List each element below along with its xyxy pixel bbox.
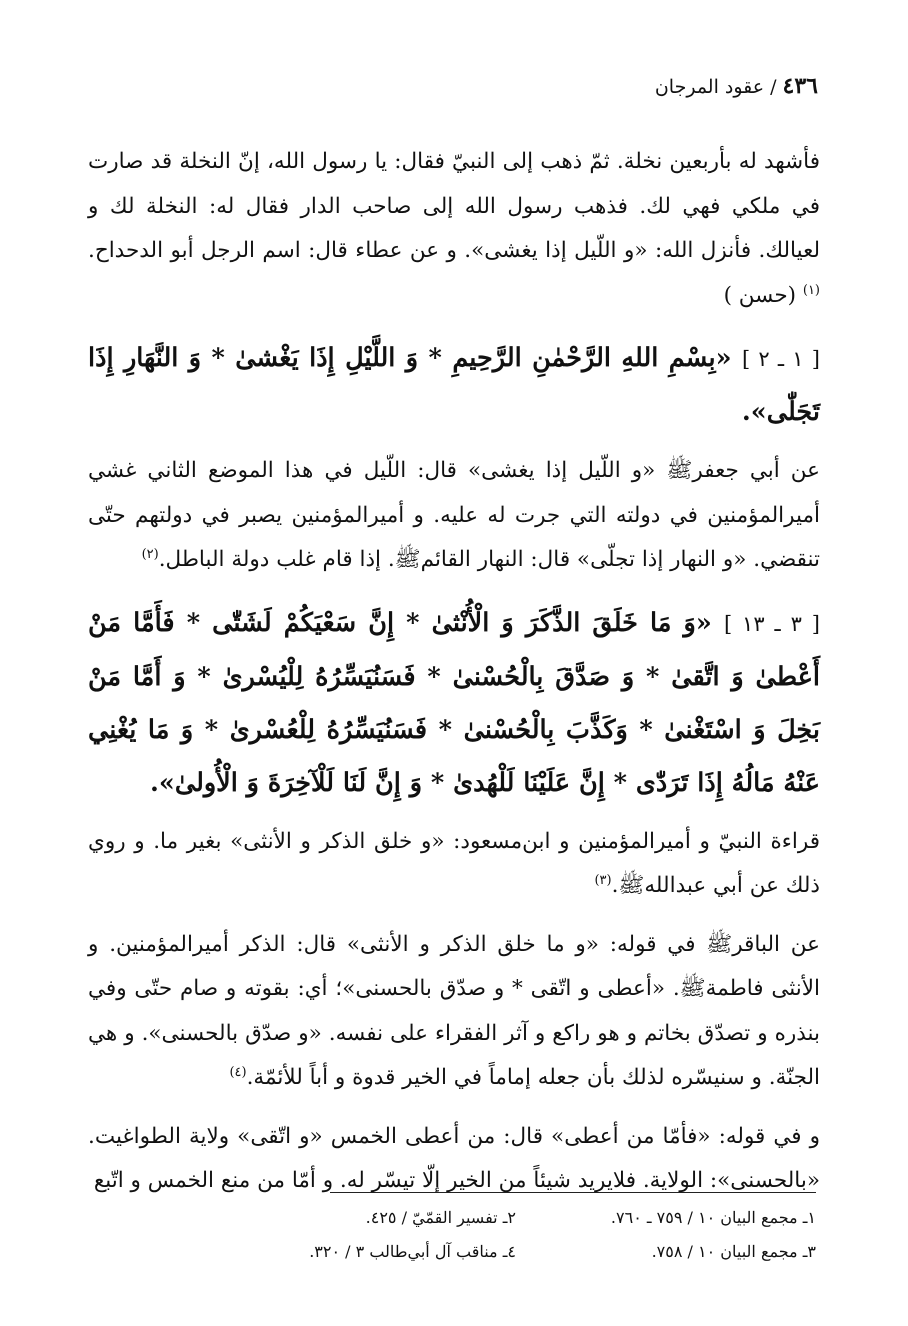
footnote-1: ١ـ مجمع البيان ١٠ / ٧٥٩ ـ ٧٦٠.: [610, 1208, 816, 1227]
paragraph-5: [88, 1115, 820, 1204]
footnote-4: ٤ـ مناقب آل أبي‌طالب ٣ / ٣٢٠.: [309, 1242, 516, 1261]
page-header: [655, 72, 818, 101]
footnote-2: ٢ـ تفسير القمّيّ / ٤٢٥.: [365, 1208, 516, 1227]
footnote-ref-4[interactable]: (٤): [229, 1064, 247, 1080]
main-text: [88, 140, 820, 1218]
hadith-grade: (حسن ): [723, 282, 803, 308]
paragraph-1: [88, 140, 820, 318]
paragraph-3: [88, 820, 820, 909]
paragraph-2: [88, 449, 820, 583]
paragraph-3-text: قراءة النبيّ و أميرالمؤمنين و ابن‌مسعود: «و خلق الذكر و الأنثى» بغير ما. و روي ذلك عن أبي عبداللهﷺ.: [88, 828, 820, 898]
quran-verse-1-2: [88, 332, 820, 439]
paragraph-2-text: عن أبي جعفرﷺ «و اللّيل إذا يغشى» قال: اللّيل في هذا الموضع الثاني غشي أميرالمؤمنين في دولته التي جرت له عليه. و أميرالمؤمنين يصبر في دولتهم حتّى تنقضي. «و النهار إذا تجلّى» قال: النهار القائمﷺ. إذا قام غلب دولة الباطل.: [88, 458, 820, 572]
paragraph-4: [88, 923, 820, 1101]
footnote-ref-2[interactable]: (٢): [141, 546, 159, 562]
verse-reference: [ ٣ ـ ١٣ ]: [723, 611, 820, 636]
paragraph-4-text: عن الباقرﷺ في قوله: «و ما خلق الذكر و الأنثى» قال: الذكر أميرالمؤمنين. و الأنثى فاطمةﷺ. «أعطى و اتّقى * و صدّق بالحسنى»؛ أي: بقوته و صام حتّى وفي بنذره و تصدّق بخاتم و هو راكع و آثر الفقراء على نفسه. «و صدّق بالحسنى». و هي الجنّة. و سنيسّره لذلك بأن جعله إماماً في الخير قدوة و أباً للأئمّة.: [88, 931, 820, 1090]
verse-text: «بِسْمِ اللهِ الرَّحْمٰنِ الرَّحِيمِ * وَ اللَّيْلِ إِذَا يَغْشىٰ * وَ النَّهَارِ إِذَا تَجَلّٰى».: [88, 343, 820, 427]
paragraph-5-text: و في قوله: «فأمّا من أعطى» قال: من أعطى الخمس «و اتّقى» ولاية الطواغيت. «بالحسنى»: الولاية. فلايريد شيئاً من الخير إلّا تيسّر له. و أمّا من منع الخمس و اتّبع: [88, 1123, 820, 1193]
quran-verse-3-13: [88, 597, 820, 810]
book-title: عقود المرجان: [654, 76, 765, 98]
footnote-ref-3[interactable]: (٣): [594, 872, 612, 888]
verse-text: «وَ مَا خَلَقَ الذَّكَرَ وَ الْأُنْثىٰ * إِنَّ سَعْيَكُمْ لَشَتّٰى * فَأَمَّا مَنْ أَعْطىٰ وَ اتَّقىٰ * وَ صَدَّقَ بِالْحُسْنىٰ * فَسَنُيَسِّرُهُ لِلْيُسْرىٰ * وَ أَمَّا مَنْ بَخِلَ وَ اسْتَغْنىٰ * وَكَذَّبَ بِالْحُسْنىٰ * فَسَنُيَسِّرُهُ لِلْعُسْرىٰ * وَ مَا يُغْنِي عَنْهُ مَالُهُ إِذَا تَرَدّٰى * إِنَّ عَلَيْنَا لَلْهُدىٰ * وَ إِنَّ لَنَا لَلْآخِرَةَ وَ الْأُولىٰ».: [88, 607, 820, 798]
footnotes: [216, 1206, 816, 1264]
header-separator: /: [770, 76, 777, 98]
footnote-ref-1[interactable]: (١): [802, 282, 820, 298]
page-number: ٤٣٦: [782, 73, 818, 99]
footnote-divider: [330, 1192, 816, 1193]
footnote-3: ٣ـ مجمع البيان ١٠ / ٧٥٨.: [651, 1242, 816, 1261]
paragraph-1-text: فأشهد له بأربعين نخلة. ثمّ ذهب إلى النبيّ فقال: يا رسول الله، إنّ النخلة قد صارت في ملكي فهي لك. فذهب رسول الله إلى صاحب الدار فقال له: النخلة لك و لعيالك. فأنزل الله: «و اللّيل إذا يغشى». و عن عطاء قال: اسم الرجل أبو الدحداح.: [88, 149, 820, 263]
verse-reference: [ ١ ـ ٢ ]: [741, 347, 820, 371]
